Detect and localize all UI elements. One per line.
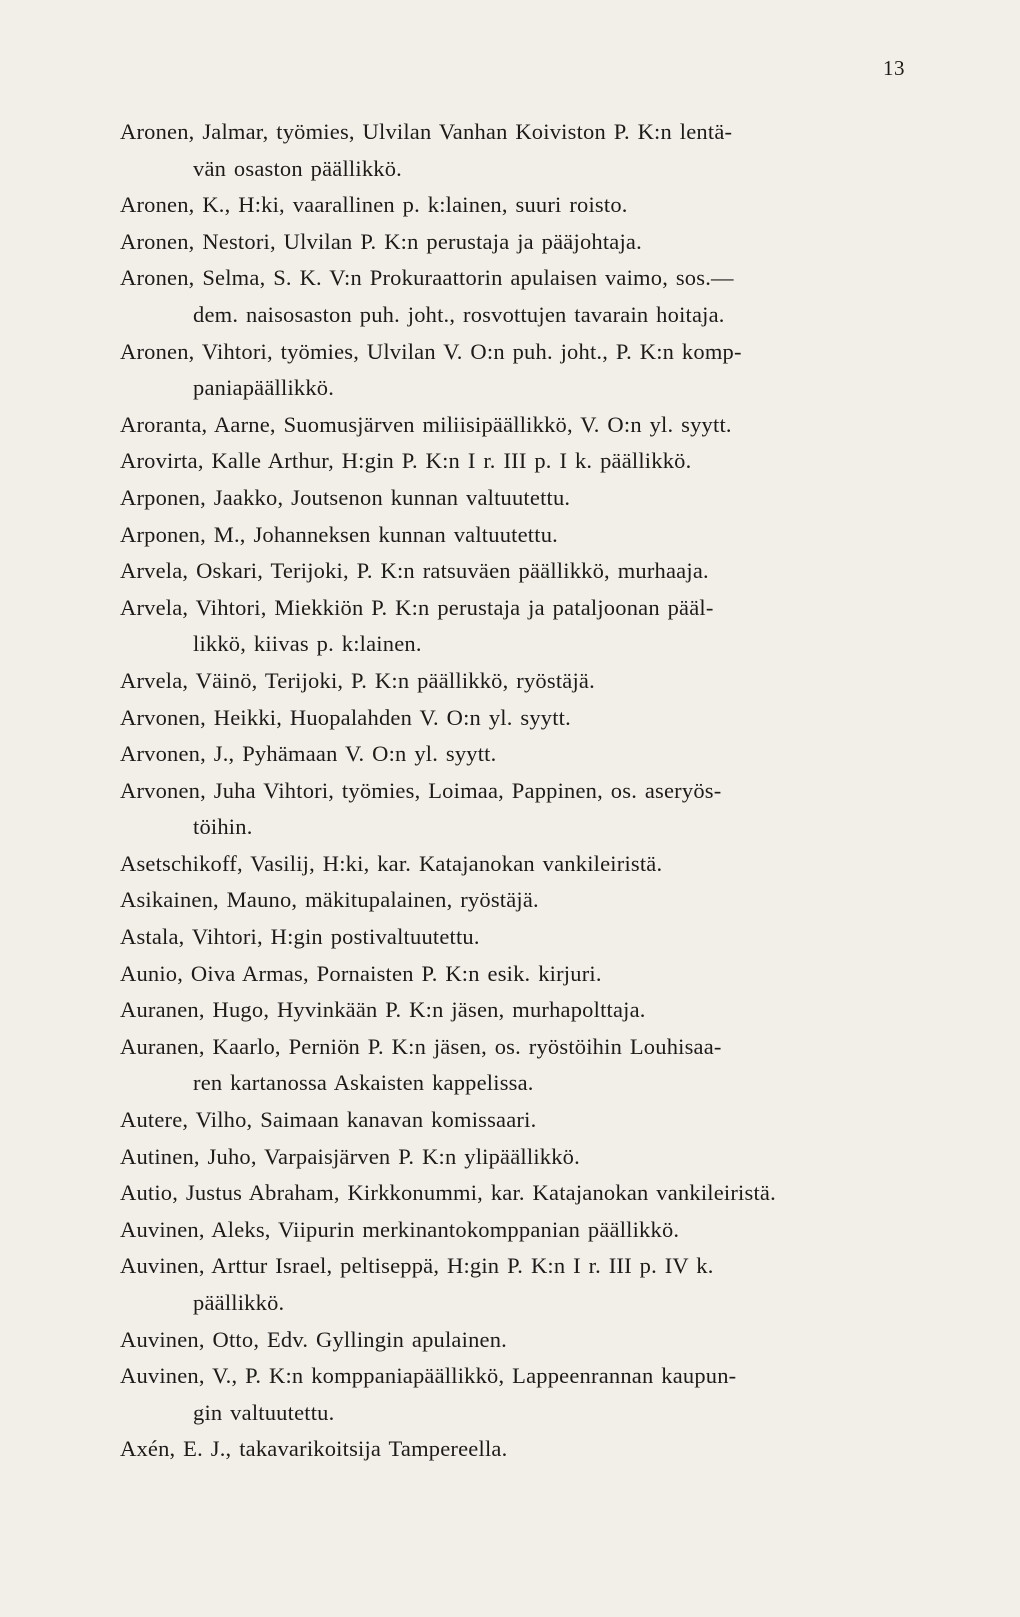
list-item xyxy=(120,1029,910,1102)
entry-first-line: Autio, Justus Abraham, Kirkkonummi, kar. Katajanokan vankileiristä. xyxy=(120,1180,776,1206)
list-item xyxy=(120,480,910,517)
list-item xyxy=(120,407,910,444)
entry-first-line: Auranen, Kaarlo, Perniön P. K:n jäsen, os. ryöstöihin Louhisaa- xyxy=(120,1033,722,1059)
list-item xyxy=(120,1102,910,1139)
list-item xyxy=(120,1248,910,1321)
entry-first-line: Axén, E. J., takavarikoitsija Tampereella. xyxy=(120,1436,508,1462)
entry-first-line: Aronen, Vihtori, työmies, Ulvilan V. O:n puh. joht., P. K:n komp- xyxy=(120,338,742,364)
entry-first-line: Arvonen, Juha Vihtori, työmies, Loimaa, Pappinen, os. aseryös- xyxy=(120,777,722,803)
list-item xyxy=(120,553,910,590)
entry-first-line: Asikainen, Mauno, mäkitupalainen, ryöstäjä. xyxy=(120,887,539,913)
entry-first-line: Auvinen, Otto, Edv. Gyllingin apulainen. xyxy=(120,1326,507,1352)
entry-first-line: Arponen, M., Johanneksen kunnan valtuutettu. xyxy=(120,521,558,547)
entry-continuation-line: dem. naisosaston puh. joht., rosvottujen tavarain hoitaja. xyxy=(193,301,725,327)
list-item xyxy=(120,260,910,333)
entry-first-line: Auvinen, V., P. K:n komppaniapäällikkö, Lappeenrannan kaupun- xyxy=(120,1363,737,1389)
list-item xyxy=(120,224,910,261)
entry-continuation-line: vän osaston päällikkö. xyxy=(193,155,402,181)
list-item xyxy=(120,334,910,407)
list-item xyxy=(120,846,910,883)
entry-first-line: Aronen, Selma, S. K. V:n Prokuraattorin apulaisen vaimo, sos.— xyxy=(120,265,734,291)
entry-first-line: Arvonen, Heikki, Huopalahden V. O:n yl. syytt. xyxy=(120,704,571,730)
list-item xyxy=(120,919,910,956)
list-item xyxy=(120,1431,910,1468)
entry-first-line: Auranen, Hugo, Hyvinkään P. K:n jäsen, murhapolttaja. xyxy=(120,997,646,1023)
list-item xyxy=(120,663,910,700)
entry-first-line: Aroranta, Aarne, Suomusjärven miliisipäällikkö, V. O:n yl. syytt. xyxy=(120,411,732,437)
entry-first-line: Auvinen, Arttur Israel, peltiseppä, H:gin P. K:n I r. III p. IV k. xyxy=(120,1253,714,1279)
page-number: 13 xyxy=(883,56,905,80)
list-item xyxy=(120,992,910,1029)
entry-first-line: Astala, Vihtori, H:gin postivaltuutettu. xyxy=(120,924,480,950)
entry-continuation-line: päällikkö. xyxy=(193,1290,285,1315)
list-item xyxy=(120,590,910,663)
list-item xyxy=(120,517,910,554)
list-item xyxy=(120,882,910,919)
list-item xyxy=(120,736,910,773)
entry-first-line: Autere, Vilho, Saimaan kanavan komissaari. xyxy=(120,1107,537,1133)
list-item xyxy=(120,187,910,224)
list-item xyxy=(120,773,910,846)
entry-first-line: Aronen, Jalmar, työmies, Ulvilan Vanhan Koiviston P. K:n lentä- xyxy=(120,119,733,144)
list-item xyxy=(120,114,910,187)
entry-first-line: Aronen, Nestori, Ulvilan P. K:n perustaja ja pääjohtaja. xyxy=(120,228,642,254)
entry-continuation-line: töihin. xyxy=(193,814,253,840)
entry-continuation-line: ren kartanossa Askaisten kappelissa. xyxy=(193,1070,534,1096)
entry-first-line: Auvinen, Aleks, Viipurin merkinantokomppanian päällikkö. xyxy=(120,1216,680,1242)
list-item xyxy=(120,1139,910,1176)
entry-continuation-line: paniapäällikkö. xyxy=(193,375,335,401)
entry-first-line: Arvela, Väinö, Terijoki, P. K:n päällikkö, ryöstäjä. xyxy=(120,667,595,693)
entry-list xyxy=(120,114,910,1468)
entry-first-line: Arovirta, Kalle Arthur, H:gin P. K:n I r. III p. I k. päällikkö. xyxy=(120,448,692,474)
list-item xyxy=(120,443,910,480)
list-item xyxy=(120,1175,910,1212)
entry-first-line: Aunio, Oiva Armas, Pornaisten P. K:n esik. kirjuri. xyxy=(120,960,602,986)
entry-first-line: Arvela, Oskari, Terijoki, P. K:n ratsuväen päällikkö, murhaaja. xyxy=(120,558,709,584)
entry-first-line: Asetschikoff, Vasilij, H:ki, kar. Katajanokan vankileiristä. xyxy=(120,850,663,876)
entry-first-line: Arvonen, J., Pyhämaan V. O:n yl. syytt. xyxy=(120,741,497,767)
list-item xyxy=(120,1212,910,1249)
list-item xyxy=(120,956,910,993)
entry-continuation-line: likkö, kiivas p. k:lainen. xyxy=(193,631,422,657)
entry-continuation-line: gin valtuutettu. xyxy=(193,1399,335,1425)
list-item xyxy=(120,1358,910,1431)
entry-first-line: Aronen, K., H:ki, vaarallinen p. k:lainen, suuri roisto. xyxy=(120,192,628,218)
entry-first-line: Arvela, Vihtori, Miekkiön P. K:n perustaja ja pataljoonan pääl- xyxy=(120,594,714,620)
entry-first-line: Arponen, Jaakko, Joutsenon kunnan valtuutettu. xyxy=(120,484,571,510)
entry-first-line: Autinen, Juho, Varpaisjärven P. K:n ylipäällikkö. xyxy=(120,1143,580,1169)
list-item xyxy=(120,1322,910,1359)
list-item xyxy=(120,700,910,737)
